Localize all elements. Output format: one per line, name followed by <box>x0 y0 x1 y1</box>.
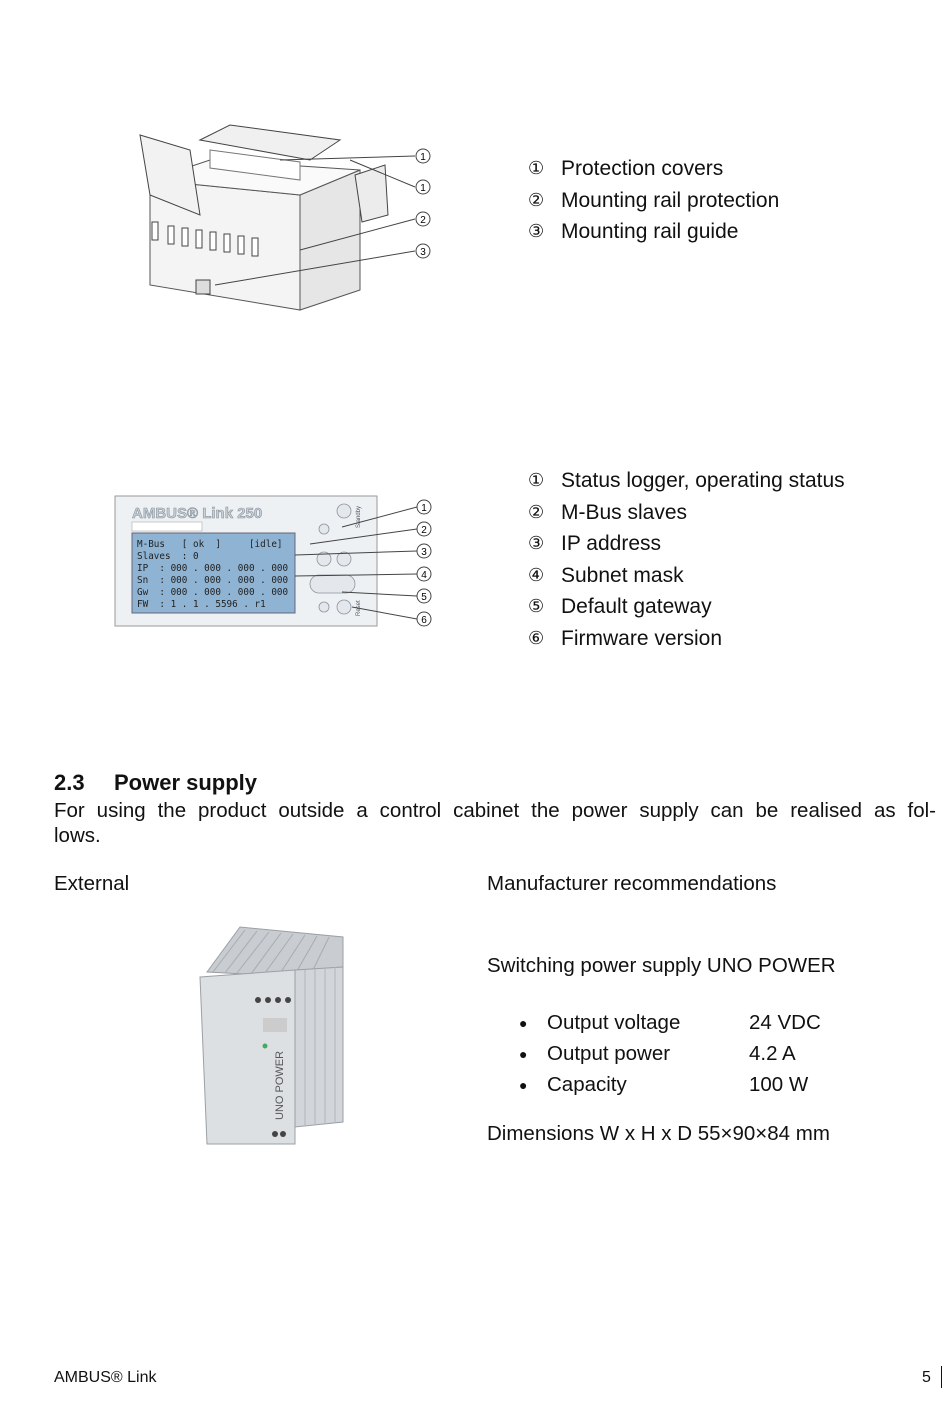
legend-item: ⑥ Firmware version <box>528 626 723 650</box>
spec-list <box>515 1007 821 1100</box>
bullet-icon: ● <box>519 1076 528 1093</box>
product-name: Switching power supply UNO POWER <box>487 954 836 977</box>
display-panel-illustration <box>112 492 437 630</box>
legend-item: ③ IP address <box>528 532 662 555</box>
callout-2: 2 <box>421 525 427 536</box>
paragraph-line-2: lows. <box>54 824 101 847</box>
footer-divider <box>941 1366 942 1388</box>
power-supply-illustration <box>195 922 350 1147</box>
section-paragraph <box>54 798 936 848</box>
device-illustration <box>130 120 450 325</box>
callout-1b: 1 <box>420 183 426 194</box>
section-title: Power supply <box>114 770 258 795</box>
legend-item: ② M-Bus slaves <box>528 500 688 524</box>
section-number: 2.3 <box>54 770 85 795</box>
callout-3: 3 <box>420 247 426 258</box>
figure1-legend <box>528 153 779 248</box>
callout-1: 1 <box>421 503 427 514</box>
lcd-line-1: M-Bus [ ok ] [idle] <box>137 539 283 550</box>
paragraph-line-1: For using the product outside a control cabinet the power supply can be realised as fol- <box>54 799 936 822</box>
lcd-line-5: Gw : 000 . 000 . 000 . 000 <box>137 587 289 598</box>
legend-item: ① Protection covers <box>528 157 724 180</box>
lcd-line-3: IP : 000 . 000 . 000 . 000 <box>137 563 289 574</box>
figure2-legend <box>528 465 845 654</box>
list-item: ● Output voltage 24 VDC <box>515 1007 821 1038</box>
callout-4: 4 <box>421 570 427 581</box>
reset-label: Reset <box>356 600 362 616</box>
external-label: External <box>54 872 130 895</box>
section-heading <box>54 770 257 796</box>
manufacturer-label: Manufacturer recommendations <box>487 872 777 895</box>
list-item: ● Capacity 100 W <box>515 1069 821 1100</box>
callout-6: 6 <box>421 615 427 626</box>
callout-1a: 1 <box>420 152 426 163</box>
list-item: ● Output power 4.2 A <box>515 1038 821 1069</box>
lcd-line-6: FW : 1 . 1 . 5596 . r1 <box>137 599 266 610</box>
bullet-icon: ● <box>519 1045 528 1062</box>
callout-2: 2 <box>420 215 426 226</box>
legend-item: ④ Subnet mask <box>528 563 684 587</box>
lcd-line-2: Slaves : 0 <box>137 551 199 562</box>
lcd-line-4: Sn : 000 . 000 . 000 . 000 <box>137 575 289 586</box>
psu-label: UNO POWER <box>274 1050 286 1120</box>
standby-label: Standby <box>356 505 362 528</box>
panel-brand: AMBUS® Link 250 <box>132 505 263 522</box>
footer-title: AMBUS® Link <box>54 1369 157 1386</box>
legend-item: ② Mounting rail protection <box>528 188 780 212</box>
legend-item: ⑤ Default gateway <box>528 595 712 618</box>
legend-item: ③ Mounting rail guide <box>528 220 739 243</box>
dimensions: Dimensions W x H x D 55×90×84 mm <box>487 1122 830 1145</box>
bullet-icon: ● <box>519 1014 528 1031</box>
page-number: 5 <box>922 1369 931 1386</box>
callout-3: 3 <box>421 547 427 558</box>
callout-5: 5 <box>421 592 427 603</box>
legend-item: ① Status logger, operating status <box>528 469 845 492</box>
